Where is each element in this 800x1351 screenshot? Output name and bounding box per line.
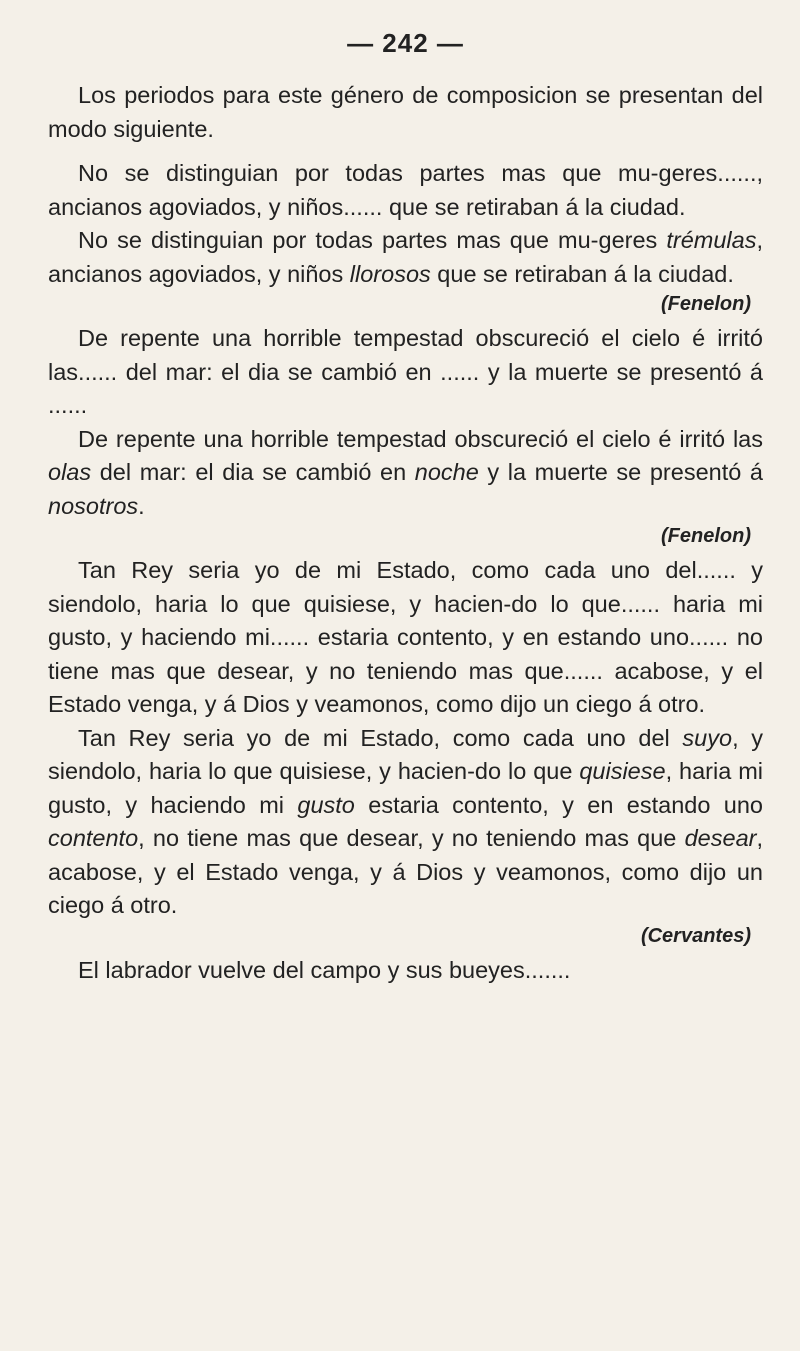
paragraph-exercise-1: No se distinguian por todas partes mas que mu-geres......, ancianos agoviados, y niños...... que se retiraban á la ciudad. xyxy=(48,160,763,220)
italic-word: nosotros xyxy=(48,492,139,519)
paragraph-answer-3: Tan Rey seria yo de mi Estado, como cada uno del suyo, y siendolo, haria lo que quisiese, y hacien-do lo que quisiese, haria mi gusto, y haciendo mi gusto estaria contento, y en estando uno contento, no tiene mas que desear, y no teniendo mas que desear, acabose, y el Estado venga, y á Dios y veamonos, como dijo un ciego á otro. xyxy=(48,724,764,918)
attribution-fenelon-2: (Fenelon) xyxy=(661,525,751,547)
book-page xyxy=(48,28,763,987)
italic-word: gusto xyxy=(297,791,355,818)
italic-word: olas xyxy=(48,459,92,485)
italic-word: quisiese xyxy=(579,758,666,784)
italic-word: llorosos xyxy=(349,260,431,287)
italic-word: trémulas xyxy=(666,227,757,253)
paragraph-exercise-4: El labrador vuelve del campo y sus bueyes....... xyxy=(78,956,571,983)
italic-word: suyo xyxy=(682,724,733,751)
italic-word: contento xyxy=(48,825,139,851)
italic-word: desear xyxy=(684,825,757,851)
attribution-fenelon-1: (Fenelon) xyxy=(661,293,751,315)
paragraph-exercise-2: De repente una horrible tempestad obscureció el cielo é irritó las...... del mar: el dia se cambió en ...... y la muerte se presentó á ...... xyxy=(48,325,763,418)
page-number: — 242 — xyxy=(347,28,464,58)
paragraph-exercise-3: Tan Rey seria yo de mi Estado, como cada uno del...... y siendolo, haria lo que quisiese, y hacien-do lo que...... haria mi gusto, y haciendo mi...... estaria contento, y en estando uno...... no tiene mas que desear, y no teniendo mas que...... acabose, y el Estado venga, y á Dios y veamonos, como dijo un ciego á otro. xyxy=(48,557,763,717)
paragraph-answer-1: No se distinguian por todas partes mas que mu-geres trémulas, ancianos agoviados, y niños llorosos que se retiraban á la ciudad. xyxy=(48,227,763,287)
paragraph-intro: Los periodos para este género de composicion se presentan del modo siguiente. xyxy=(48,82,763,142)
paragraph-answer-2: De repente una horrible tempestad obscureció el cielo é irritó las olas del mar: el dia se cambió en noche y la muerte se presentó á nosotros. xyxy=(48,425,763,519)
attribution-cervantes: (Cervantes) xyxy=(640,924,751,947)
italic-word: noche xyxy=(414,459,479,485)
